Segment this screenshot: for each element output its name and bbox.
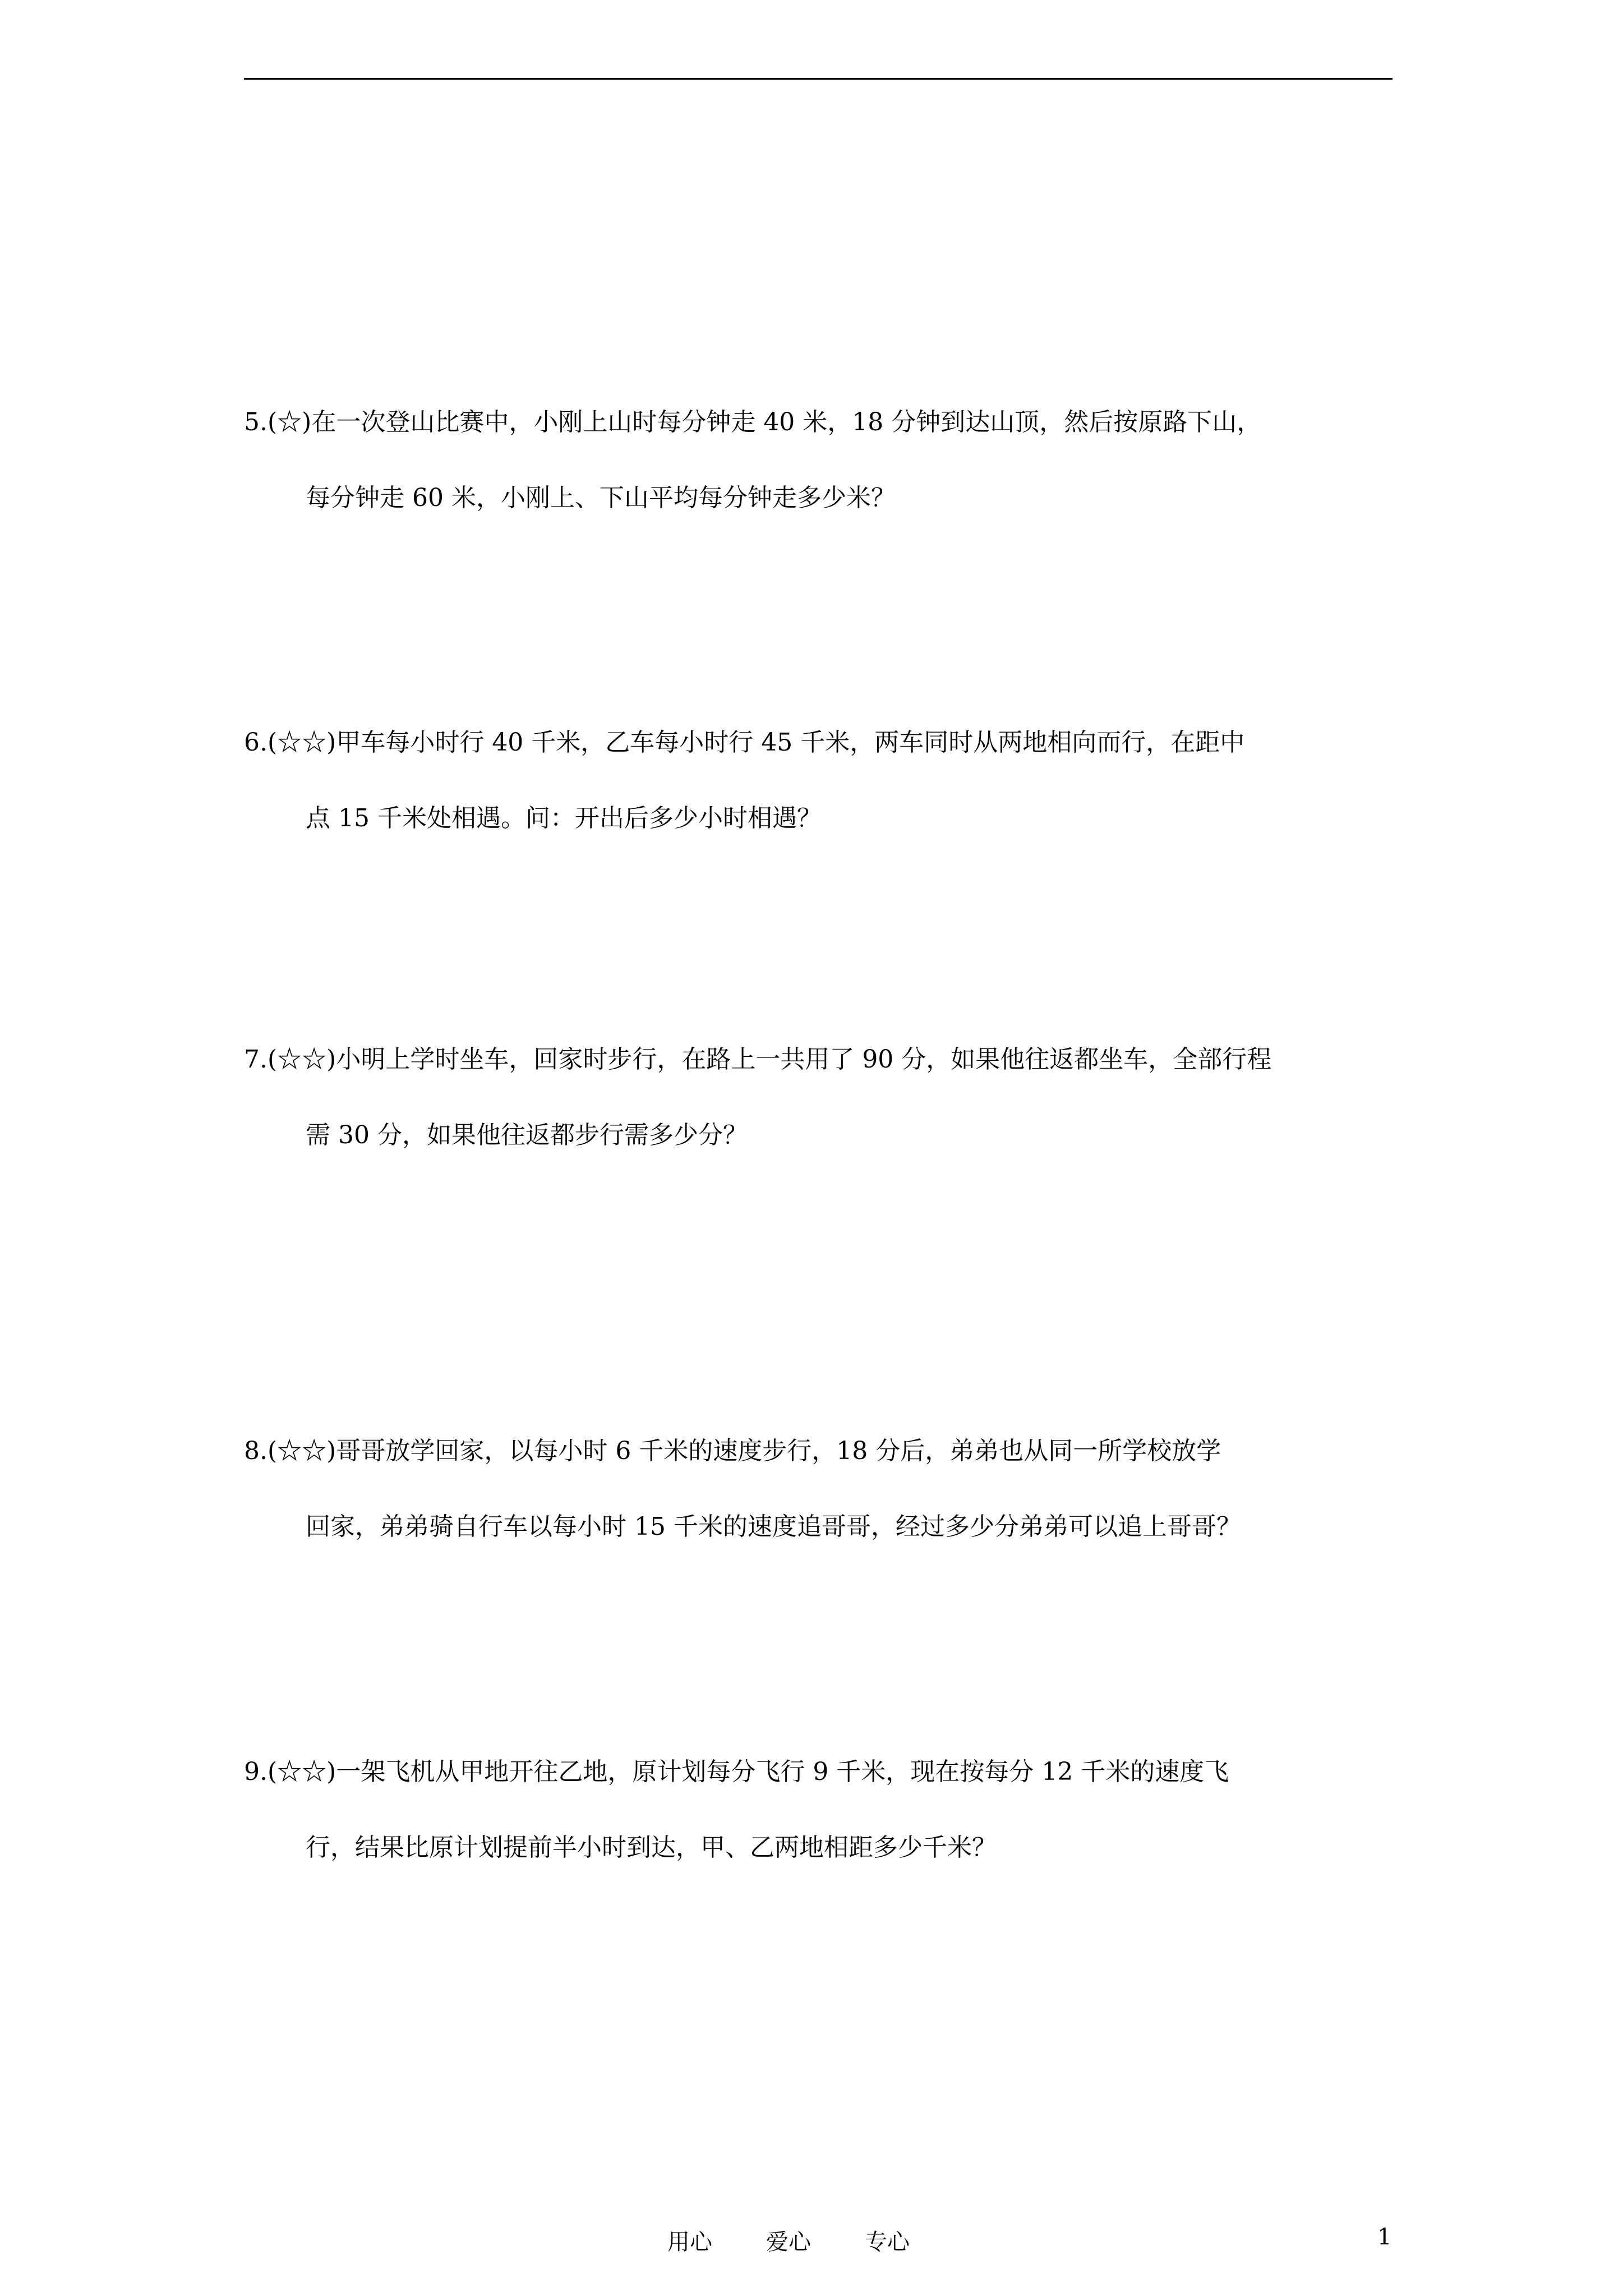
problem-6-text-line1: 甲车每小时行 40 千米，乙车每小时行 45 千米，两车同时从两地相向而行，在距中 xyxy=(336,728,1245,757)
footer-slogan: 爱心 xyxy=(766,2229,811,2255)
problem-7-difficulty: (☆☆) xyxy=(267,1045,336,1074)
problem-8-difficulty: (☆☆) xyxy=(267,1437,336,1465)
problem-5-text-line2: 每分钟走 60 米，小刚上、下山平均每分钟走多少米？ xyxy=(306,483,896,512)
problem-5 xyxy=(244,408,1393,513)
problem-9-text-line1: 一架飞机从甲地开往乙地，原计划每分飞行 9 千米，现在按每分 12 千米的速度飞 xyxy=(336,1757,1229,1786)
problem-6-number: 6. xyxy=(244,728,268,757)
footer-slogan: 专心 xyxy=(865,2229,910,2255)
problem-8-line1 xyxy=(244,1437,1393,1466)
problem-7 xyxy=(244,1045,1393,1151)
problem-5-text-line1: 在一次登山比赛中，小刚上山时每分钟走 40 米，18 分钟到达山顶，然后按原路下山， xyxy=(311,408,1262,436)
problem-7-text-line1: 小明上学时坐车，回家时步行，在路上一共用了 90 分，如果他往返都坐车，全部行程 xyxy=(336,1045,1272,1074)
problem-8 xyxy=(244,1437,1393,1542)
footer-slogans xyxy=(667,2224,963,2256)
problem-9-difficulty: (☆☆) xyxy=(267,1757,336,1786)
page-footer xyxy=(0,2224,1623,2258)
problem-7-text-line2: 需 30 分，如果他往返都步行需多少分？ xyxy=(306,1120,748,1149)
problem-9-text-line2: 行，结果比原计划提前半小时到达，甲、乙两地相距多少千米？ xyxy=(306,1833,997,1862)
problem-9-line1 xyxy=(244,1757,1393,1787)
problem-9 xyxy=(244,1757,1393,1863)
problem-8-text-line1: 哥哥放学回家，以每小时 6 千米的速度步行，18 分后，弟弟也从同一所学校放学 xyxy=(336,1437,1221,1465)
problem-9-number: 9. xyxy=(244,1757,268,1786)
problem-5-difficulty: (☆) xyxy=(267,408,312,436)
problem-8-number: 8. xyxy=(244,1437,268,1465)
problem-8-text-line2: 回家，弟弟骑自行车以每小时 15 千米的速度追哥哥，经过多少分弟弟可以追上哥哥？ xyxy=(306,1512,1241,1541)
problem-6-line1 xyxy=(244,728,1393,758)
problem-6-difficulty: (☆☆) xyxy=(267,728,336,757)
problem-6-text-line2: 点 15 千米处相遇。问：开出后多少小时相遇？ xyxy=(306,803,822,832)
problem-7-number: 7. xyxy=(244,1045,268,1074)
footer-slogan: 用心 xyxy=(667,2229,712,2255)
problem-7-line1 xyxy=(244,1045,1393,1075)
problem-6 xyxy=(244,728,1393,834)
header-rule xyxy=(244,78,1393,80)
page-number: 1 xyxy=(1377,2224,1392,2250)
problem-5-number: 5. xyxy=(244,408,268,436)
problem-5-line1 xyxy=(244,408,1393,438)
